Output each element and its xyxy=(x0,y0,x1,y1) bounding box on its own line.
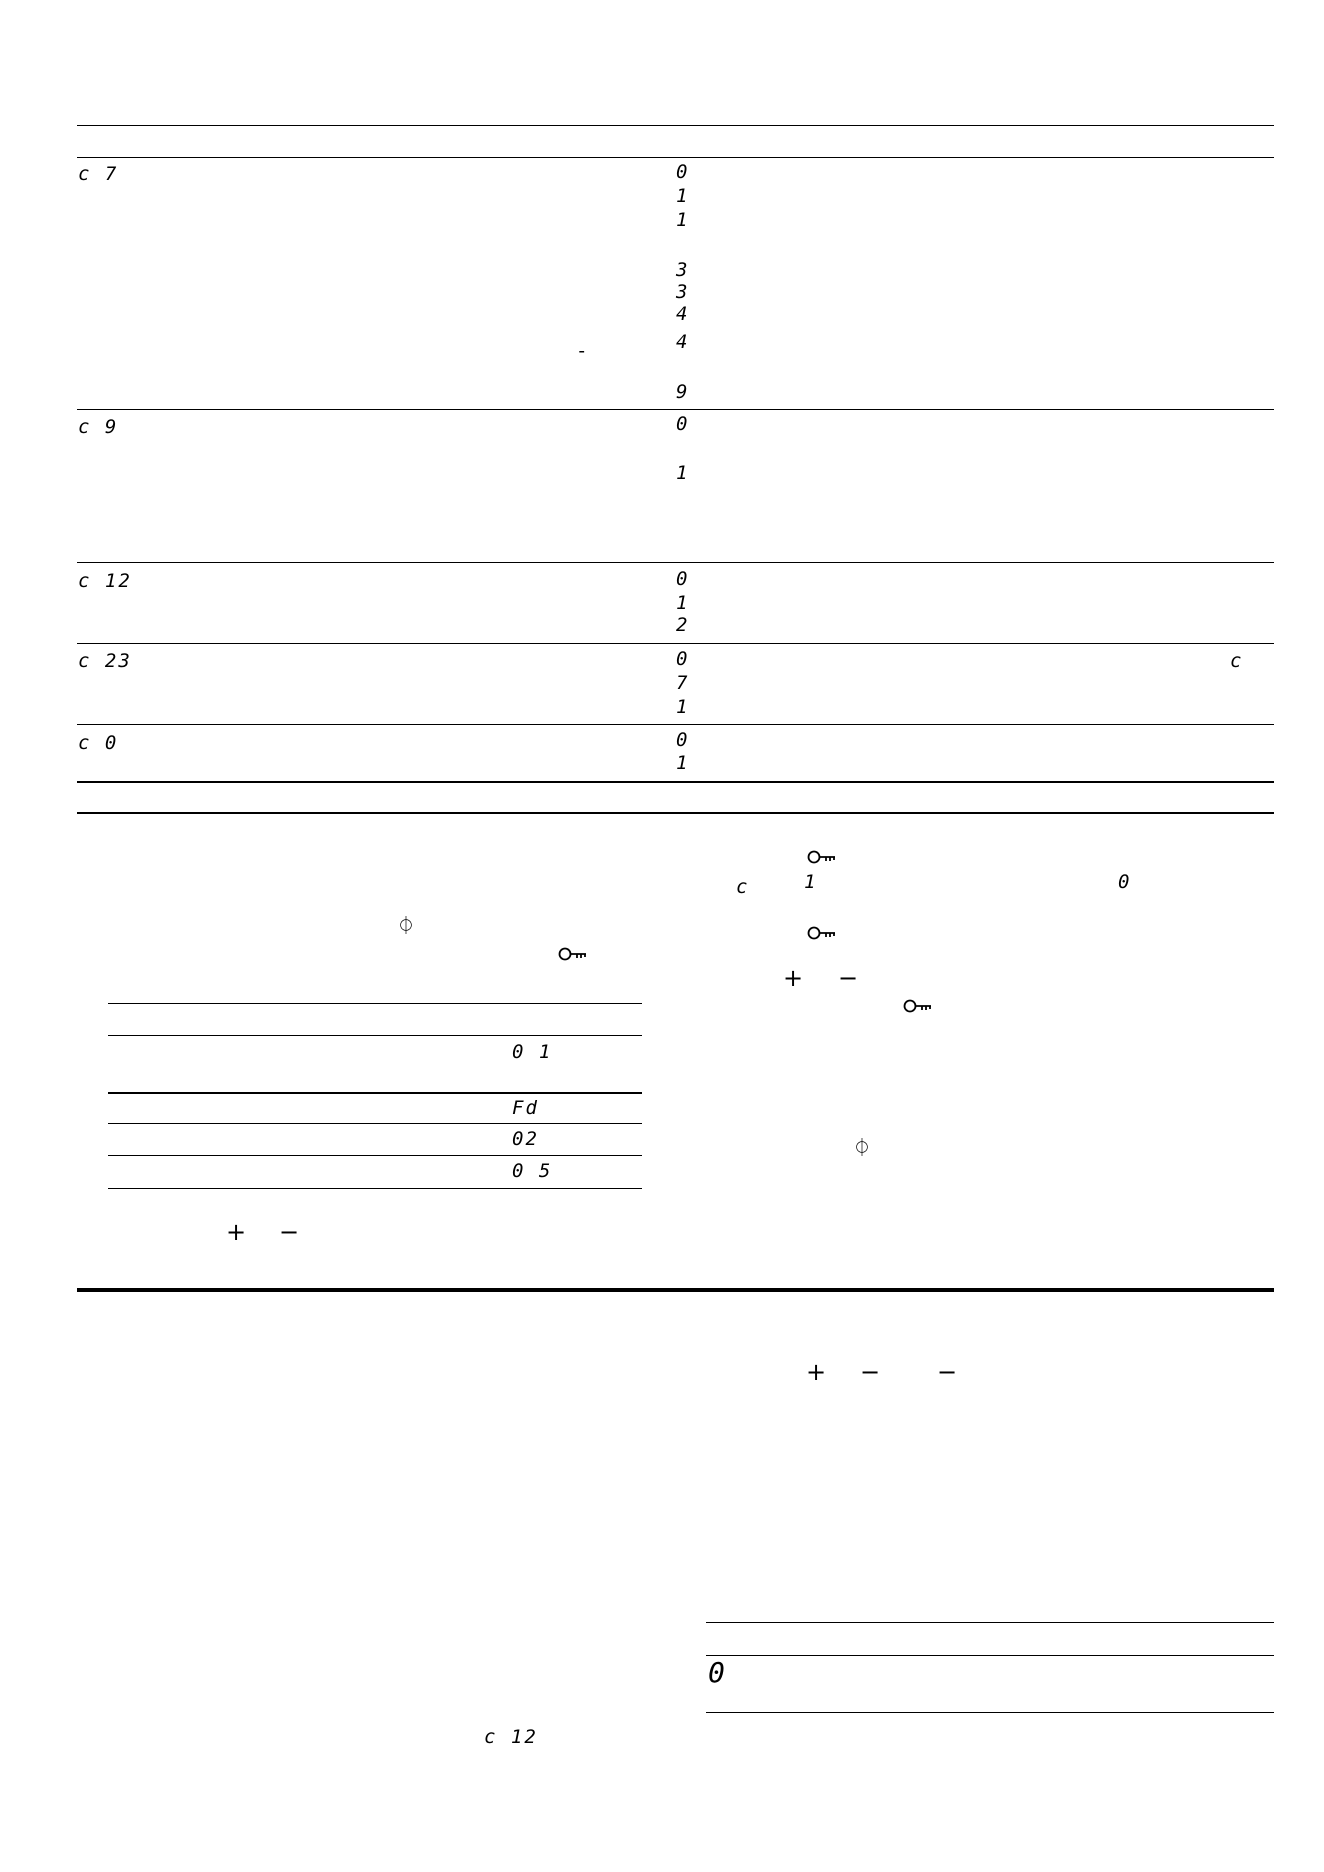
small-table-rule xyxy=(108,1155,642,1156)
table-top-rule xyxy=(77,125,1274,126)
setting-code: c 23 xyxy=(78,650,132,672)
code-reference: c 12 xyxy=(484,1726,538,1748)
setting-value: 1 xyxy=(676,752,690,774)
dash-mark: - xyxy=(576,340,590,362)
small-table-header-rule xyxy=(108,1035,642,1036)
power-icon: ⏀ xyxy=(853,1138,871,1159)
bottom-table-bottom-rule xyxy=(706,1712,1274,1713)
small-table-rule xyxy=(108,1123,642,1124)
setting-code: c 12 xyxy=(78,570,132,592)
small-table-value: 0 5 xyxy=(512,1160,553,1182)
setting-value: 0 xyxy=(676,413,690,435)
setting-value: 0 xyxy=(676,568,690,590)
setting-value: 1 xyxy=(676,592,690,614)
minus-icon: − xyxy=(279,1218,300,1246)
thick-section-rule xyxy=(77,1288,1274,1292)
minus-icon: − xyxy=(937,1358,958,1386)
setting-suffix: c xyxy=(1230,650,1244,672)
setting-value: 9 xyxy=(676,381,690,403)
row-rule xyxy=(77,409,1274,410)
key-icon xyxy=(807,849,837,865)
segment-1: 1 xyxy=(804,871,818,893)
minus-icon: − xyxy=(860,1358,881,1386)
setting-value: 2 xyxy=(676,614,690,636)
plus-icon: + xyxy=(226,1218,247,1246)
plus-icon: + xyxy=(806,1358,827,1386)
small-table-value: 0 1 xyxy=(512,1041,553,1063)
section-rule xyxy=(77,812,1274,814)
setting-value: 3 xyxy=(676,281,690,303)
bottom-table-top-rule xyxy=(706,1622,1274,1623)
small-table-value: 02 xyxy=(512,1128,539,1150)
setting-value: 1 xyxy=(676,209,690,231)
segment-0: 0 xyxy=(1118,871,1132,893)
setting-value: 4 xyxy=(676,303,690,325)
power-icon: ⏀ xyxy=(397,916,415,937)
bottom-table-value: 0 xyxy=(708,1656,727,1689)
table-header-rule xyxy=(77,157,1274,158)
setting-value: 3 xyxy=(676,259,690,281)
row-rule xyxy=(77,724,1274,725)
small-table-rule xyxy=(108,1092,642,1094)
plus-icon: + xyxy=(783,964,804,992)
small-table-bottom-rule xyxy=(108,1188,642,1189)
row-rule xyxy=(77,643,1274,644)
small-table-value: Fd xyxy=(512,1097,539,1119)
setting-value: 0 xyxy=(676,648,690,670)
bottom-table-header-rule xyxy=(706,1655,1274,1656)
small-table-top-rule xyxy=(108,1003,642,1004)
setting-value: 1 xyxy=(676,185,690,207)
setting-value: 7 xyxy=(676,672,690,694)
key-icon xyxy=(807,925,837,941)
key-icon xyxy=(558,946,588,962)
row-rule xyxy=(77,562,1274,563)
table-bottom-rule xyxy=(77,781,1274,783)
setting-value: 0 xyxy=(676,729,690,751)
setting-value: 1 xyxy=(676,462,690,484)
setting-code: c 0 xyxy=(78,732,119,754)
setting-code: c 7 xyxy=(78,163,119,185)
setting-value: 4 xyxy=(676,331,690,353)
setting-value: 1 xyxy=(676,696,690,718)
setting-value: 0 xyxy=(676,161,690,183)
segment-c: c xyxy=(736,876,750,898)
setting-code: c 9 xyxy=(78,416,119,438)
minus-icon: − xyxy=(838,964,859,992)
key-icon xyxy=(903,998,933,1014)
